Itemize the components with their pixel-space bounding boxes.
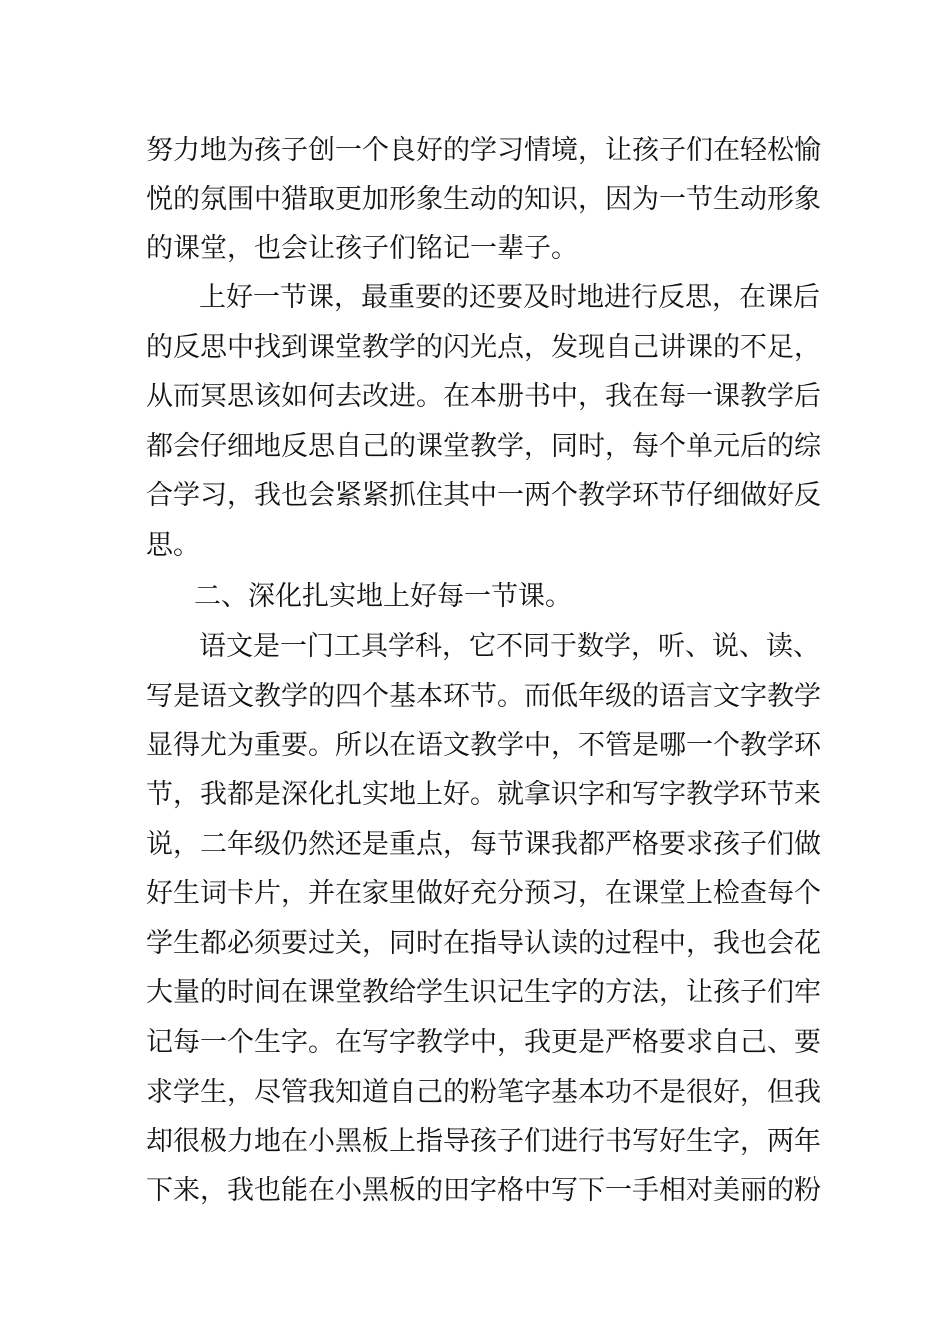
text-line: 好生词卡片，并在家里做好充分预习，在课堂上检查每个 <box>146 878 821 909</box>
text-line: 从而冥思该如何去改进。在本册书中，我在每一课教学后 <box>146 381 821 412</box>
paragraph-first-line: 语文是一门工具学科，它不同于数学，听、说、读、 <box>199 631 820 662</box>
text-line: 的反思中找到课堂教学的闪光点，发现自己讲课的不足， <box>146 332 821 363</box>
text-line: 显得尤为重要。所以在语文教学中，不管是哪一个教学环 <box>146 730 821 761</box>
text-line: 求学生，尽管我知道自己的粉笔字基本功不是很好，但我 <box>146 1077 821 1108</box>
text-line: 学生都必须要过关，同时在指导认读的过程中，我也会花 <box>146 928 821 959</box>
text-line: 合学习，我也会紧紧抓住其中一两个教学环节仔细做好反 <box>146 480 821 511</box>
text-line: 却很极力地在小黑板上指导孩子们进行书写好生字，两年 <box>146 1126 821 1157</box>
text-line: 悦的氛围中猎取更加形象生动的知识，因为一节生动形象 <box>146 184 821 215</box>
text-line: 努力地为孩子创一个良好的学习情境，让孩子们在轻松愉 <box>146 135 821 166</box>
section-heading: 二、深化扎实地上好每一节课。 <box>194 581 572 612</box>
text-line: 的课堂，也会让孩子们铭记一辈子。 <box>146 233 578 264</box>
text-line: 下来，我也能在小黑板的田字格中写下一手相对美丽的粉 <box>146 1175 821 1206</box>
text-line: 写是语文教学的四个基本环节。而低年级的语言文字教学 <box>146 681 821 712</box>
text-line: 节，我都是深化扎实地上好。就拿识字和写字教学环节来 <box>146 779 821 810</box>
paragraph-first-line: 上好一节课，最重要的还要及时地进行反思，在课后 <box>199 282 820 313</box>
text-line: 记每一个生字。在写字教学中，我更是严格要求自己、要 <box>146 1027 821 1058</box>
text-line: 大量的时间在课堂教给学生识记生字的方法，让孩子们牢 <box>146 977 821 1008</box>
text-line: 说，二年级仍然还是重点，每节课我都严格要求孩子们做 <box>146 829 821 860</box>
text-line: 思。 <box>146 530 200 561</box>
text-line: 都会仔细地反思自己的课堂教学，同时，每个单元后的综 <box>146 431 821 462</box>
